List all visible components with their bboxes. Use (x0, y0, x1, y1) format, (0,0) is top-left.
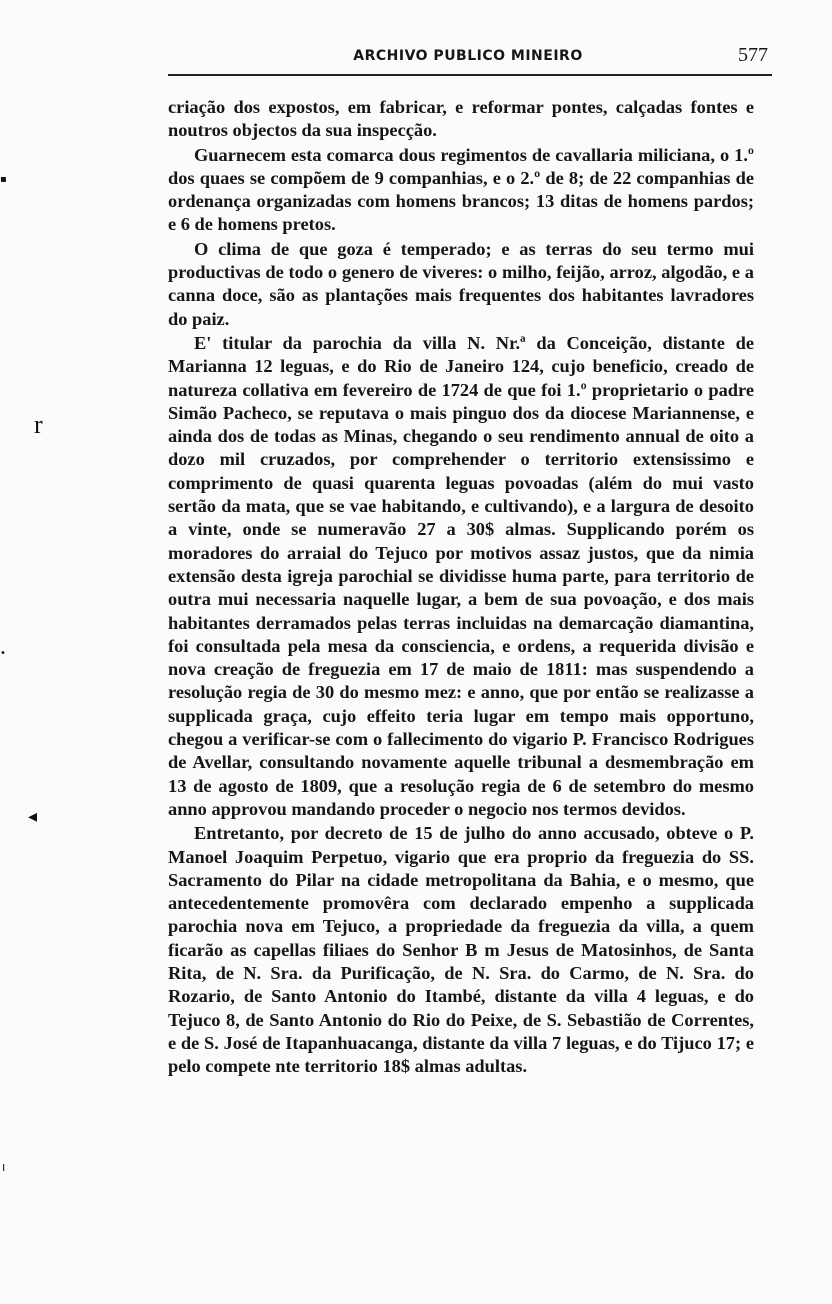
paragraph-1: criação dos expostos, em fabricar, e reformar pontes, calçadas fontes e noutros objectos da sua inspecção. (168, 97, 754, 141)
header-rule (168, 74, 772, 76)
margin-speck: • (0, 648, 6, 659)
margin-speck: ı (2, 1160, 6, 1174)
paragraph-3: O clima de que goza é temperado; e as terras do seu termo mui productivas de todo o genero de viveres: o milho, feijão, arroz, algodão, e a canna doce, são as plantações mais frequentes dos habitantes lavradores do paiz. (168, 238, 754, 329)
running-title: ARCHIVO PUBLICO MINEIRO (353, 48, 583, 64)
body-text (168, 96, 754, 1079)
paragraph-4: E' titular da parochia da villa N. Nr.ª da Conceição, distante de Marianna 12 leguas, e do Rio de Janeiro 124, cujo beneficio, creado de natureza collativa em fevereiro de 1724 de que foi 1.º proprietario o padre Simão Pacheco, se reputava o mais pinguo dos da diocese Mariannense, e ainda dos de todas as Minas, chegando o seu rendimento annual de oito a dozo mil cruzados, por comprehender o territorio extensissimo e comprimento de quasi quarenta leguas povoadas (além do mui vasto sertão da mata, que se vae habitando, e cultivando), e a largura de desoito a vinte, onde se numeravão 27 a 30$ almas. Supplicando porém os moradores do arraial do Tejuco por motivos assaz justos, que da nimia extensão desta igreja parochial se dividisse huma parte, para territorio de outra mui necessaria naquelle lugar, a bem de sua povoação, e dos mais habitantes derramados pelas terras incluidas na demarcação diamantina, foi consultada pela mesa da consciencia, e ordens, a requerida divisão e nova creação de freguezia em 17 de maio de 1811: mas suspendendo a resolução regia de 30 do mesmo mez: e anno, que por então se realizasse a supplicada graça, cujo effeito teria lugar em tempo mais opportuno, chegou a verificar-se com o fallecimento do vigario P. Francisco Rodrigues de Avellar, consultando novamente aquelle tribunal a desmembração em 13 de agosto de 1809, que a resolução regia de 6 de setembro do mesmo anno approvou mandando proceder o negocio nos termos devidos. (168, 332, 754, 819)
paragraph-2: Guarnecem esta comarca dous regimentos de cavallaria miliciana, o 1.º dos quaes se compõem de 9 companhias, e o 2.º de 8; de 22 companhias de ordenança organizadas com homens brancos; 13 ditas de homens pardos; e 6 de homens pretos. (168, 144, 754, 235)
running-head (166, 44, 770, 72)
page-number: 577 (738, 44, 768, 66)
margin-tick-mark: r (34, 410, 43, 439)
margin-arrow-mark: ◂ (28, 806, 38, 827)
margin-speck: ▪ (0, 174, 7, 185)
paragraph-5: Entretanto, por decreto de 15 de julho do anno accusado, obteve o P. Manoel Joaquim Perpetuo, vigario que era proprio da freguezia do SS. Sacramento do Pilar na cidade metropolitana da Bahia, e o mesmo, que antecedentemente promovêra com declarado empenho a supplicada parochia nova em Tejuco, a propriedade da freguezia da villa, a quem ficarão as capellas filiaes do Senhor B m Jesus de Matosinhos, de Santa Rita, de N. Sra. da Purificação, de N. Sra. do Carmo, de N. Sra. do Rozario, de Santo Antonio do Itambé, distante da villa 4 leguas, e do Tejuco 8, de Santo Antonio do Rio do Peixe, de S. Sebastião de Correntes, e de S. José de Itapanhuacanga, distante da villa 7 leguas, e do Tijuco 17; e pelo compete nte territorio 18$ almas adultas. (168, 823, 754, 1077)
